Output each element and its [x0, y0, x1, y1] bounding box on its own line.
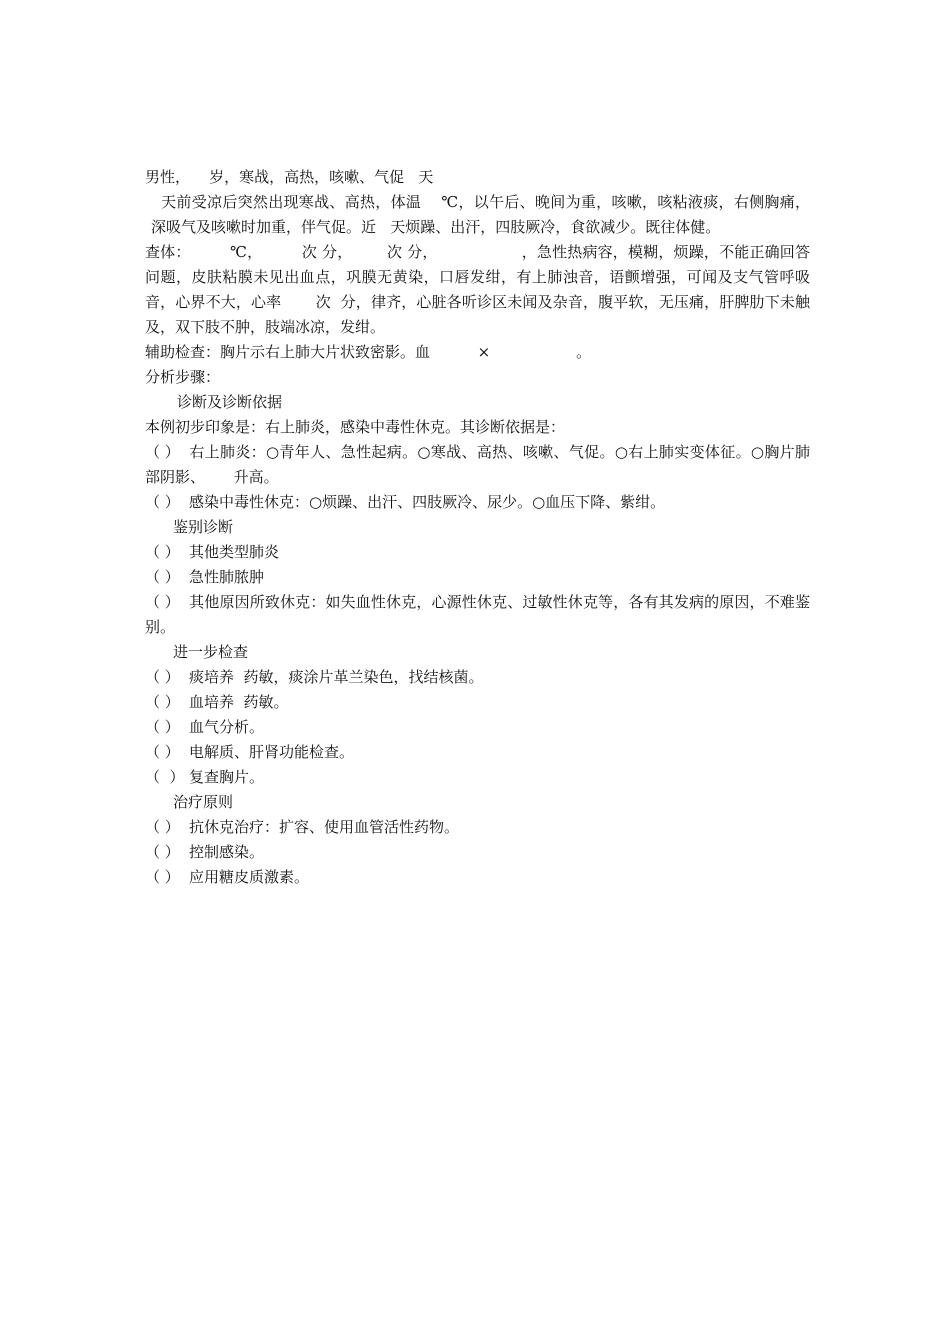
item-text: 右上肺炎：○青年人、急性起病。○寒战、高热、咳嗽、气促。○右上肺实变体征。○胸片肺部阴影、 升高。: [145, 443, 810, 486]
item-paren: （ ）: [145, 743, 180, 761]
further-exam-heading: 进一步检查: [173, 643, 249, 661]
item-text: 感染中毒性休克：○烦躁、出汗、四肢厥冷、尿少。○血压下降、紫绀。: [189, 493, 666, 511]
further-exam-item: [145, 665, 810, 690]
item-text: 电解质、肝肾功能检查。: [189, 743, 355, 761]
history-paragraph: 天前受凉后突然出现寒战、高热，体温 ℃，以午后、晚间为重，咳嗽，咳粘液痰，右侧胸痛，深吸气及咳嗽时加重，伴气促。近 天烦躁、出汗，四肢厥冷，食欲减少。既往体健。: [151, 193, 810, 236]
treatment-item: [145, 840, 810, 865]
item-text: 其他类型肺炎: [189, 543, 280, 561]
further-exam-item: [145, 765, 810, 790]
analysis-steps-label: 分析步骤：: [145, 368, 221, 386]
item-paren: （ ）: [145, 493, 180, 511]
item-paren: （ ）: [145, 693, 180, 711]
item-paren: （ ）: [145, 718, 180, 736]
item-text: 其他原因所致休克：如失血性休克，心源性休克、过敏性休克等，各有其发病的原因，不难鉴别。: [145, 593, 810, 636]
item-text: 应用糖皮质激素。: [189, 868, 310, 886]
item-paren: （ ）: [145, 768, 185, 786]
further-exam-item: [145, 715, 810, 740]
differential-item: [145, 590, 810, 640]
further-exam-item: [145, 740, 810, 765]
differential-heading: 鉴别诊断: [173, 518, 234, 536]
item-paren: （ ）: [145, 668, 180, 686]
treatment-item: [145, 865, 810, 890]
item-paren: （ ）: [145, 543, 180, 561]
item-text: 痰培养 药敏，痰涂片革兰染色，找结核菌。: [189, 668, 484, 686]
diagnosis-item: [145, 440, 810, 490]
item-paren: （ ）: [145, 443, 180, 461]
exam-paragraph: 查体： ℃， 次 分， 次 分， ，急性热病容，模糊，烦躁，不能正确回答问题，皮肤粘膜未见出血点，巩膜无黄染，口唇发绀，有上肺浊音，语颤增强，可闻及支气管呼吸音，心界不大，心率 次 分，律齐，心脏各听诊区未闻及杂音，腹平软，无压痛，肝脾肋下未触及，双下肢不肿，肢端冰凉，发绀。: [145, 243, 810, 336]
diagnosis-intro: 本例初步印象是：右上肺炎，感染中毒性休克。其诊断依据是：: [145, 418, 566, 436]
item-text: 控制感染。: [189, 843, 265, 861]
treatment-heading: 治疗原则: [173, 793, 234, 811]
item-text: 急性肺脓肿: [189, 568, 265, 586]
item-text: 抗休克治疗：扩容、使用血管活性药物。: [189, 818, 460, 836]
diagnosis-heading: 诊断及诊断依据: [177, 393, 283, 411]
item-text: 复查胸片。: [189, 768, 265, 786]
item-paren: （ ）: [145, 868, 180, 886]
item-paren: （ ）: [145, 568, 180, 586]
item-text: 血培养 药敏。: [189, 693, 289, 711]
diagnosis-item: [145, 490, 810, 515]
treatment-item: [145, 815, 810, 840]
item-paren: （ ）: [145, 843, 180, 861]
item-text: 血气分析。: [189, 718, 265, 736]
item-paren: （ ）: [145, 818, 180, 836]
further-exam-item: [145, 690, 810, 715]
auxiliary-exam-line: 辅助检查：胸片示右上肺大片状致密影。血 × 。: [145, 343, 592, 361]
differential-item: [145, 565, 810, 590]
differential-item: [145, 540, 810, 565]
document-page: [145, 165, 810, 890]
case-title-line: 男性， 岁，寒战，高热，咳嗽、气促 天: [145, 168, 434, 186]
item-paren: （ ）: [145, 593, 180, 611]
